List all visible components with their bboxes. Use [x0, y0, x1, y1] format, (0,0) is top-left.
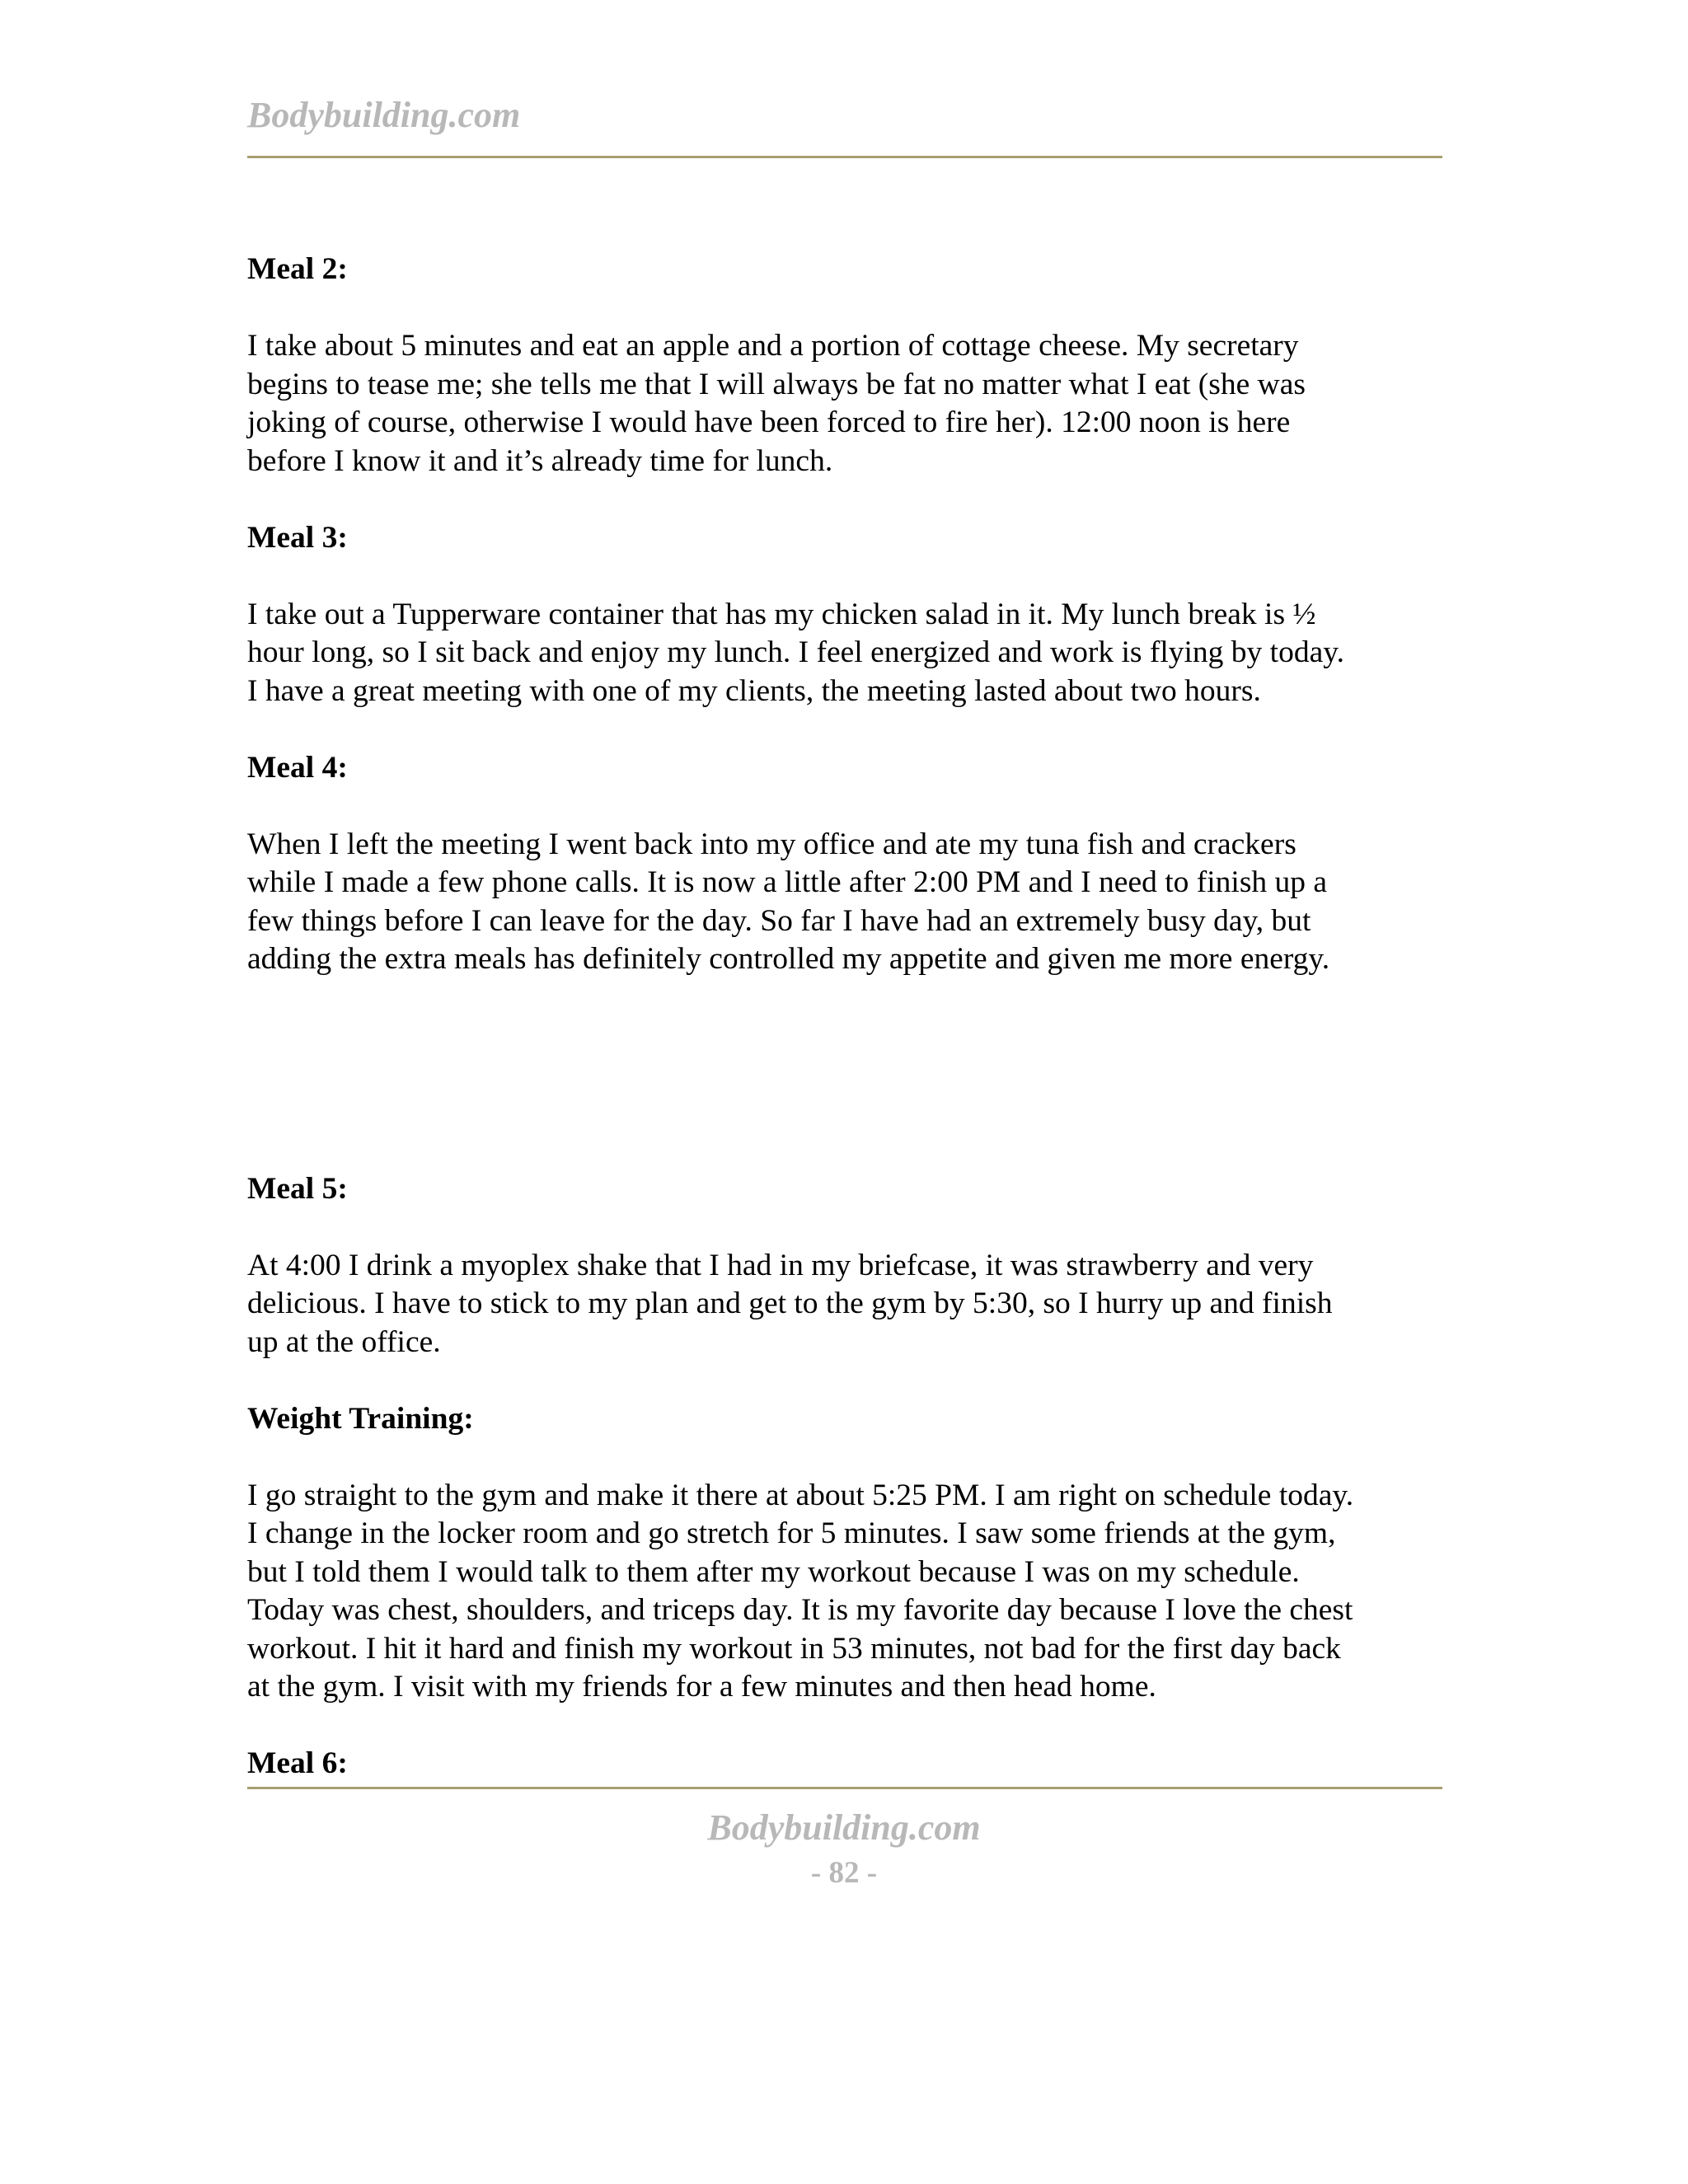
paragraph-line: I have a great meeting with one of my clients, the meeting lasted about two hours. [247, 673, 1261, 708]
paragraph-line: Today was chest, shoulders, and triceps day. It is my favorite day because I love the chest [247, 1593, 1353, 1627]
section-heading-weight-training: Weight Training: [247, 1401, 474, 1436]
paragraph-line: while I made a few phone calls. It is now a little after 2:00 PM and I need to finish up a [247, 865, 1328, 899]
header-brand: Bodybuilding.com [247, 95, 521, 135]
footer-rule [247, 1787, 1442, 1789]
paragraph-line: I take out a Tupperware container that has my chicken salad in it. My lunch break is ½ [247, 597, 1316, 631]
paragraph-line: I go straight to the gym and make it there at about 5:25 PM. I am right on schedule today. [247, 1478, 1354, 1512]
paragraph-line: I change in the locker room and go stretch for 5 minutes. I saw some friends at the gym, [247, 1516, 1336, 1550]
header-rule [247, 156, 1442, 158]
paragraph-line: begins to tease me; she tells me that I will always be fat no matter what I eat (she was [247, 367, 1306, 401]
page-content [247, 251, 1444, 1783]
paragraph-line: delicious. I have to stick to my plan and get to the gym by 5:30, so I hurry up and finish [247, 1286, 1333, 1320]
page-number: - 82 - [810, 1856, 878, 1890]
section-heading-meal-5: Meal 5: [247, 1171, 348, 1206]
paragraph-line: before I know it and it’s already time for lunch. [247, 443, 833, 478]
footer-brand: Bodybuilding.com [707, 1807, 981, 1848]
paragraph-line: few things before I can leave for the day. So far I have had an extremely busy day, but [247, 903, 1311, 938]
paragraph-line: workout. I hit it hard and finish my workout in 53 minutes, not bad for the first day back [247, 1631, 1341, 1666]
paragraph-line: up at the office. [247, 1324, 441, 1359]
paragraph-line: When I left the meeting I went back into my office and ate my tuna fish and crackers [247, 827, 1296, 861]
paragraph-line: at the gym. I visit with my friends for a few minutes and then head home. [247, 1670, 1156, 1704]
paragraph-line: hour long, so I sit back and enjoy my lunch. I feel energized and work is flying by today. [247, 635, 1344, 669]
section-heading-meal-3: Meal 3: [247, 520, 348, 555]
paragraph-line: but I told them I would talk to them after my workout because I was on my schedule. [247, 1554, 1300, 1589]
paragraph-line: adding the extra meals has definitely controlled my appetite and given me more energy. [247, 942, 1330, 976]
section-heading-meal-2: Meal 2: [247, 252, 348, 286]
paragraph-line: At 4:00 I drink a myoplex shake that I had in my briefcase, it was strawberry and very [247, 1248, 1314, 1282]
paragraph-line: joking of course, otherwise I would have been forced to fire her). 12:00 noon is here [247, 405, 1291, 439]
section-heading-meal-4: Meal 4: [247, 750, 348, 785]
section-heading-meal-6: Meal 6: [247, 1746, 348, 1780]
paragraph-line: I take about 5 minutes and eat an apple and a portion of cottage cheese. My secretary [247, 329, 1299, 363]
